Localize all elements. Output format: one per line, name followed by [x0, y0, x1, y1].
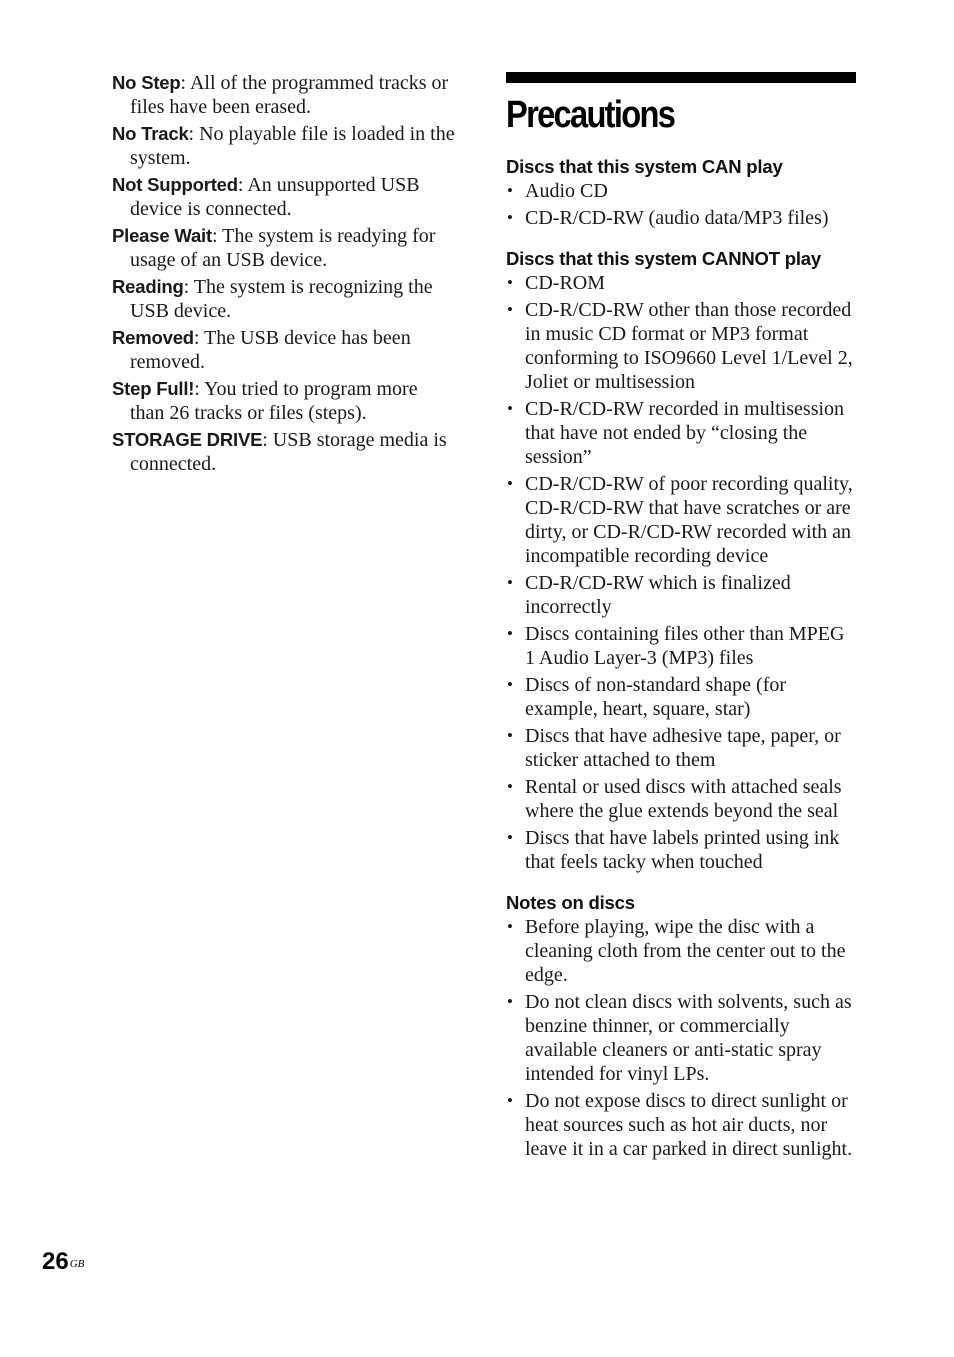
- list-item: [506, 915, 858, 987]
- list-item-text: Do not clean discs with solvents, such as benzine thinner, or commercially available cleaners or anti-static spray intended for vinyl LPs.: [525, 991, 852, 1085]
- list-item: [506, 298, 858, 394]
- list-item: [506, 397, 858, 469]
- page-number: [42, 1247, 84, 1277]
- message-term: Removed: [112, 327, 194, 348]
- message-item: [112, 275, 457, 323]
- bullet-icon: •: [507, 399, 513, 418]
- message-desc: : No playable file is loaded in the system.: [130, 123, 455, 169]
- list-item: [506, 571, 858, 619]
- message-term: STORAGE DRIVE: [112, 429, 263, 450]
- message-desc: : The USB device has been removed.: [130, 327, 411, 373]
- message-term: No Step: [112, 72, 181, 93]
- message-item: [112, 377, 457, 425]
- message-item: [112, 122, 457, 170]
- bullet-icon: •: [507, 181, 513, 200]
- list-item-text: Discs that have adhesive tape, paper, or sticker attached to them: [525, 725, 841, 771]
- list-item: [506, 1089, 858, 1161]
- list-item-text: Rental or used discs with attached seals where the glue extends beyond the seal: [525, 776, 842, 822]
- message-desc: : You tried to program more than 26 tracks or files (steps).: [130, 378, 418, 424]
- list-item: [506, 271, 858, 295]
- message-item: [112, 326, 457, 374]
- message-list: [112, 71, 457, 479]
- list-item-text: Discs of non-standard shape (for example, heart, square, star): [525, 674, 787, 720]
- page-region-suffix: GB: [69, 1258, 85, 1270]
- precautions-section: [506, 72, 858, 1164]
- list-item: [506, 826, 858, 874]
- message-term: No Track: [112, 123, 189, 144]
- list-item-text: Before playing, wipe the disc with a cleaning cloth from the center out to the edge.: [525, 916, 846, 986]
- list-item-text: CD-ROM: [525, 272, 606, 294]
- bullet-list: [506, 179, 858, 230]
- message-item: [112, 428, 457, 476]
- message-item: [112, 71, 457, 119]
- list-item-text: CD-R/CD-RW other than those recorded in music CD format or MP3 format conforming to ISO9660 Level 1/Level 2, Joliet or multisession: [525, 299, 853, 393]
- list-item: [506, 990, 858, 1086]
- list-item-text: Discs that have labels printed using ink that feels tacky when touched: [525, 827, 840, 873]
- bullet-icon: •: [507, 273, 513, 292]
- section-heading: Discs that this system CANNOT play: [506, 248, 821, 269]
- bullet-icon: •: [507, 828, 513, 847]
- bullet-icon: •: [507, 624, 513, 643]
- message-desc: : All of the programmed tracks or files have been erased.: [130, 72, 449, 118]
- list-item: [506, 206, 858, 230]
- message-term: Reading: [112, 276, 184, 297]
- page-title: Precautions: [506, 94, 675, 136]
- message-term: Step Full!: [112, 378, 195, 399]
- bullet-icon: •: [507, 675, 513, 694]
- bullet-icon: •: [507, 777, 513, 796]
- message-item: [112, 224, 457, 272]
- list-item: [506, 724, 858, 772]
- list-item-text: Discs containing files other than MPEG 1 Audio Layer-3 (MP3) files: [525, 623, 845, 669]
- message-desc: : The system is readying for usage of an USB device.: [130, 225, 436, 271]
- section-heading: Discs that this system CAN play: [506, 156, 783, 177]
- list-item-text: CD-R/CD-RW of poor recording quality, CD-R/CD-RW that have scratches or are dirty, or CD-R/CD-RW recorded with an incompatible recording device: [525, 473, 853, 567]
- list-item-text: Do not expose discs to direct sunlight or heat sources such as hot air ducts, nor leave it in a car parked in direct sunlight.: [525, 1090, 853, 1160]
- can-play-section: [506, 155, 858, 230]
- bullet-icon: •: [507, 992, 513, 1011]
- message-item: [112, 173, 457, 221]
- list-item-text: CD-R/CD-RW recorded in multisession that have not ended by “closing the session”: [525, 398, 845, 468]
- bullet-list: [506, 915, 858, 1161]
- list-item-text: Audio CD: [525, 180, 608, 202]
- bullet-icon: •: [507, 474, 513, 493]
- list-item-text: CD-R/CD-RW (audio data/MP3 files): [525, 207, 829, 229]
- cannot-play-section: [506, 247, 858, 874]
- bullet-icon: •: [507, 300, 513, 319]
- list-item-text: CD-R/CD-RW which is finalized incorrectly: [525, 572, 791, 618]
- message-term: Not Supported: [112, 174, 238, 195]
- bullet-icon: •: [507, 1091, 513, 1110]
- list-item: [506, 179, 858, 203]
- title-rule: [506, 72, 856, 83]
- list-item: [506, 673, 858, 721]
- bullet-icon: •: [507, 726, 513, 745]
- bullet-icon: •: [507, 208, 513, 227]
- bullet-list: [506, 271, 858, 874]
- message-desc: : An unsupported USB device is connected.: [130, 174, 420, 220]
- message-term: Please Wait: [112, 225, 212, 246]
- list-item: [506, 622, 858, 670]
- bullet-icon: •: [507, 573, 513, 592]
- message-desc: : The system is recognizing the USB device.: [130, 276, 433, 322]
- notes-section: [506, 891, 858, 1161]
- list-item: [506, 775, 858, 823]
- bullet-icon: •: [507, 917, 513, 936]
- list-item: [506, 472, 858, 568]
- page-number-value: 26: [42, 1248, 69, 1275]
- message-desc: : USB storage media is connected.: [130, 429, 447, 475]
- section-heading: Notes on discs: [506, 892, 635, 913]
